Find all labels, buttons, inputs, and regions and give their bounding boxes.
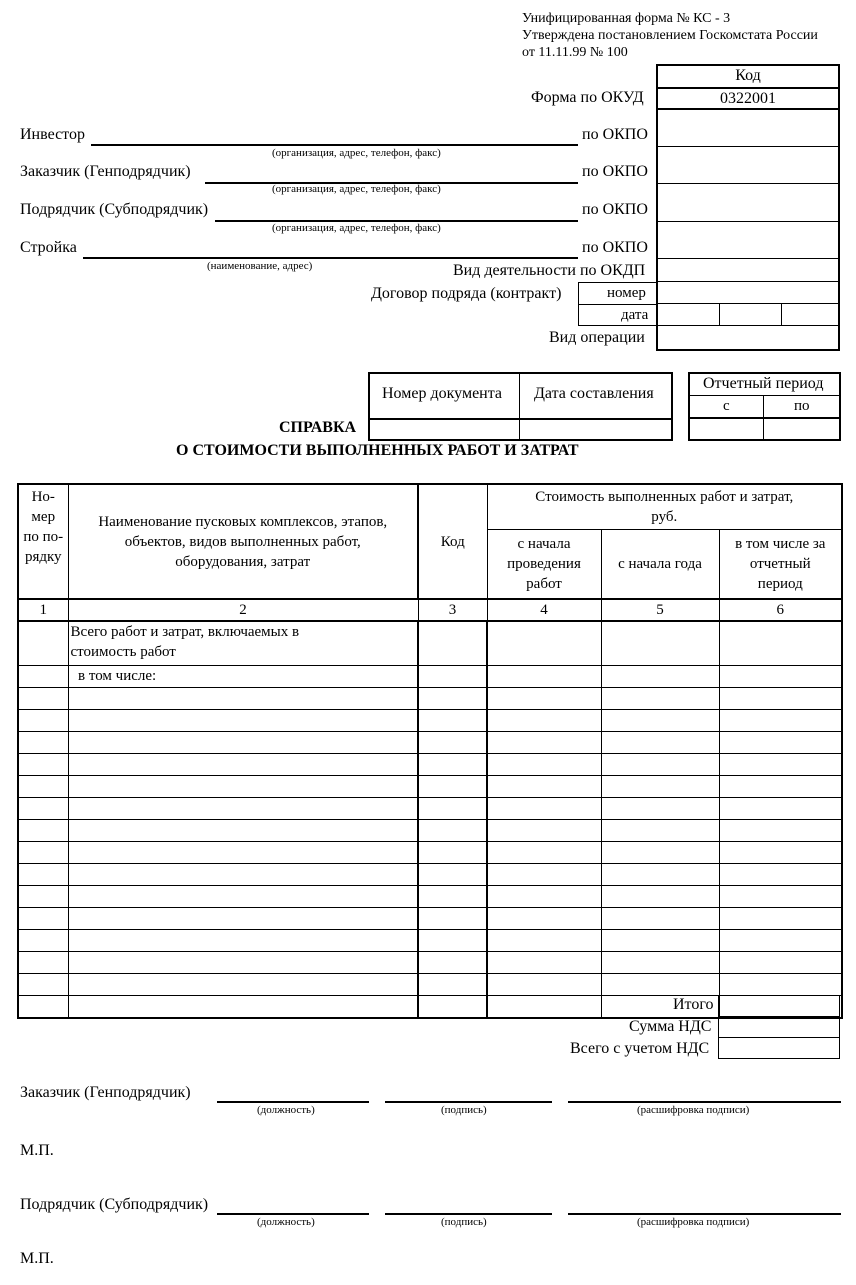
table-cell[interactable]	[601, 863, 719, 885]
table-cell[interactable]	[68, 841, 418, 863]
table-cell[interactable]	[487, 665, 601, 687]
period-to-label: по	[794, 398, 810, 414]
okpo-label-contractor: по ОКПО	[582, 201, 648, 218]
table-cell[interactable]	[601, 797, 719, 819]
vat-field[interactable]	[718, 1016, 840, 1038]
table-cell[interactable]	[18, 819, 68, 841]
table-cell[interactable]	[18, 775, 68, 797]
document-subtitle: О СТОИМОСТИ ВЫПОЛНЕННЫХ РАБОТ И ЗАТРАТ	[176, 442, 579, 459]
table-cell[interactable]	[719, 753, 842, 775]
table-cell[interactable]	[601, 885, 719, 907]
okud-label: Форма по ОКУД	[531, 89, 644, 106]
table-cell[interactable]	[487, 775, 601, 797]
table-cell[interactable]	[719, 775, 842, 797]
table-cell[interactable]	[601, 665, 719, 687]
table-cell[interactable]	[18, 753, 68, 775]
investor-hint: (организация, адрес, телефон, факс)	[272, 147, 441, 159]
table-cell[interactable]	[18, 665, 68, 687]
table-cell[interactable]	[18, 885, 68, 907]
period-from-label: с	[723, 398, 730, 414]
table-cell[interactable]	[418, 863, 487, 885]
table-cell[interactable]	[418, 951, 487, 973]
form-id-line: Унифицированная форма № КС - 3	[522, 11, 731, 26]
table-cell[interactable]	[487, 621, 601, 665]
customer-position-hint: (должность)	[257, 1104, 315, 1116]
col-num-1: 1	[18, 599, 68, 621]
table-row	[18, 819, 842, 841]
table-row	[18, 731, 842, 753]
table-cell[interactable]	[18, 863, 68, 885]
total-with-vat-field[interactable]	[718, 1037, 840, 1059]
table-cell[interactable]	[487, 907, 601, 929]
table-cell[interactable]	[601, 687, 719, 709]
doc-number-label: Номер документа	[382, 385, 503, 402]
table-row	[18, 775, 842, 797]
table-cell[interactable]	[601, 841, 719, 863]
table-cell[interactable]	[719, 797, 842, 819]
table-cell[interactable]	[719, 621, 842, 665]
table-cell[interactable]	[601, 973, 719, 995]
table-cell[interactable]	[487, 973, 601, 995]
table-cell[interactable]	[719, 819, 842, 841]
table-cell[interactable]	[418, 973, 487, 995]
table-cell[interactable]	[18, 973, 68, 995]
table-cell[interactable]	[68, 885, 418, 907]
table-cell[interactable]	[601, 621, 719, 665]
table-cell[interactable]	[719, 841, 842, 863]
col-period-header: в том числе за отчетный период	[719, 529, 842, 599]
table-row	[18, 929, 842, 951]
contract-label: Договор подряда (контракт)	[371, 285, 562, 302]
col-num-3: 3	[418, 599, 487, 621]
table-cell[interactable]	[487, 687, 601, 709]
table-cell[interactable]	[719, 731, 842, 753]
table-cell[interactable]	[487, 929, 601, 951]
okdp-label: Вид деятельности по ОКДП	[453, 262, 646, 279]
table-cell[interactable]	[719, 951, 842, 973]
table-cell[interactable]	[719, 709, 842, 731]
table-cell[interactable]	[601, 951, 719, 973]
investor-field[interactable]	[91, 144, 578, 146]
col-num-5: 5	[601, 599, 719, 621]
customer-label: Заказчик (Генподрядчик)	[20, 163, 191, 180]
table-cell[interactable]	[418, 995, 487, 1018]
contractor-signature-label: Подрядчик (Субподрядчик)	[20, 1196, 209, 1213]
table-cell[interactable]	[418, 709, 487, 731]
customer-decoding-hint: (расшифровка подписи)	[637, 1104, 750, 1116]
table-cell[interactable]	[68, 819, 418, 841]
contractor-hint: (организация, адрес, телефон, факс)	[272, 222, 441, 234]
table-cell[interactable]	[418, 665, 487, 687]
document-title: СПРАВКА	[279, 419, 357, 436]
table-cell[interactable]	[68, 687, 418, 709]
table-cell[interactable]	[418, 775, 487, 797]
table-cell[interactable]	[418, 907, 487, 929]
table-cell[interactable]	[601, 929, 719, 951]
table-cell[interactable]	[487, 995, 601, 1018]
table-cell[interactable]	[68, 863, 418, 885]
total-label: Итого	[673, 996, 714, 1013]
contractor-decoding-hint: (расшифровка подписи)	[637, 1216, 750, 1228]
table-cell[interactable]	[601, 731, 719, 753]
table-cell[interactable]	[719, 929, 842, 951]
col-num-2: 2	[68, 599, 418, 621]
col-from-start-header: с начала проведения работ	[487, 529, 601, 599]
table-cell[interactable]	[719, 973, 842, 995]
col-code-header: Код	[418, 484, 487, 599]
table-cell[interactable]	[418, 929, 487, 951]
customer-signature-label: Заказчик (Генподрядчик)	[20, 1084, 191, 1101]
table-cell[interactable]	[18, 709, 68, 731]
investor-label: Инвестор	[20, 126, 85, 143]
table-row	[18, 709, 842, 731]
table-row	[18, 863, 842, 885]
code-box	[656, 64, 840, 351]
contract-date-label: дата	[621, 307, 649, 323]
table-cell[interactable]	[18, 995, 68, 1018]
table-cell[interactable]	[18, 687, 68, 709]
table-cell[interactable]	[487, 885, 601, 907]
doc-number-field[interactable]	[370, 418, 517, 439]
customer-signature-hint: (подпись)	[441, 1104, 487, 1116]
table-cell[interactable]	[68, 995, 418, 1018]
table-row	[18, 951, 842, 973]
table-row	[18, 973, 842, 995]
table-cell[interactable]	[601, 709, 719, 731]
total-with-vat-label: Всего с учетом НДС	[570, 1040, 710, 1057]
col-num-6: 6	[719, 599, 842, 621]
table-cell[interactable]	[68, 973, 418, 995]
table-cell[interactable]	[601, 907, 719, 929]
row-including-label: в том числе:	[68, 665, 418, 687]
table-cell[interactable]	[418, 797, 487, 819]
operation-label: Вид операции	[549, 329, 645, 346]
table-cell[interactable]	[601, 775, 719, 797]
kod-header: Код	[735, 67, 761, 84]
table-cell[interactable]	[68, 709, 418, 731]
table-cell[interactable]	[487, 709, 601, 731]
table-cell[interactable]	[68, 929, 418, 951]
table-cell[interactable]	[487, 863, 601, 885]
approval-date-line: от 11.11.99 № 100	[522, 45, 628, 60]
table-cell[interactable]	[18, 929, 68, 951]
okpo-label-customer: по ОКПО	[582, 163, 648, 180]
table-cell[interactable]	[68, 731, 418, 753]
contractor-decoding-field[interactable]	[568, 1213, 841, 1215]
table-cell[interactable]	[68, 907, 418, 929]
table-row	[18, 907, 842, 929]
total-field[interactable]	[718, 995, 840, 1017]
doc-date-label: Дата составления	[534, 385, 654, 402]
approval-line: Утверждена постановлением Госкомстата России	[522, 28, 818, 43]
col-num-4: 4	[487, 599, 601, 621]
construction-field[interactable]	[83, 257, 578, 259]
table-cell[interactable]	[487, 753, 601, 775]
table-cell[interactable]	[487, 797, 601, 819]
table-row	[18, 687, 842, 709]
table-row	[18, 797, 842, 819]
table-cell[interactable]	[418, 687, 487, 709]
customer-decoding-field[interactable]	[568, 1101, 841, 1103]
table-cell[interactable]	[719, 665, 842, 687]
customer-position-field[interactable]	[217, 1101, 369, 1103]
period-to-field[interactable]	[763, 417, 839, 439]
contractor-position-field[interactable]	[217, 1213, 369, 1215]
table-cell[interactable]	[18, 841, 68, 863]
table-cell[interactable]	[418, 885, 487, 907]
col-number-header: Но- мер по по- рядку	[18, 484, 68, 599]
table-cell[interactable]	[719, 885, 842, 907]
table-cell[interactable]	[418, 621, 487, 665]
period-label: Отчетный период	[703, 375, 824, 392]
table-cell[interactable]	[487, 841, 601, 863]
table-row	[18, 841, 842, 863]
table-cell[interactable]	[719, 907, 842, 929]
contractor-signature-hint: (подпись)	[441, 1216, 487, 1228]
table-cell[interactable]	[418, 731, 487, 753]
table-cell[interactable]	[487, 819, 601, 841]
table-row	[18, 753, 842, 775]
table-cell[interactable]	[487, 731, 601, 753]
table-cell[interactable]	[601, 819, 719, 841]
table-cell[interactable]	[18, 907, 68, 929]
works-table	[17, 483, 843, 1019]
contractor-signature-field[interactable]	[385, 1213, 552, 1215]
vat-label: Сумма НДС	[629, 1018, 712, 1035]
customer-stamp: М.П.	[20, 1142, 54, 1159]
row-total-label: Всего работ и затрат, включаемых в стоимость работ	[68, 621, 418, 665]
construction-label: Стройка	[20, 239, 77, 256]
cost-group-header: Стоимость выполненных работ и затрат, руб.	[487, 484, 842, 529]
table-cell[interactable]	[719, 863, 842, 885]
contractor-position-hint: (должность)	[257, 1216, 315, 1228]
contractor-label: Подрядчик (Субподрядчик)	[20, 201, 209, 218]
customer-hint: (организация, адрес, телефон, факс)	[272, 183, 441, 195]
table-cell[interactable]	[68, 951, 418, 973]
table-cell[interactable]	[18, 951, 68, 973]
period-from-field[interactable]	[690, 417, 762, 439]
table-cell[interactable]	[418, 753, 487, 775]
okud-value[interactable]: 0322001	[720, 90, 776, 107]
table-cell[interactable]	[68, 797, 418, 819]
table-cell[interactable]	[601, 753, 719, 775]
col-name-header: Наименование пусковых комплексов, этапов, объектов, видов выполненных работ, оборудования, затрат	[68, 484, 418, 599]
table-row	[18, 885, 842, 907]
contract-number-label: номер	[607, 285, 646, 301]
table-cell[interactable]	[68, 775, 418, 797]
table-cell[interactable]	[68, 753, 418, 775]
doc-date-field[interactable]	[519, 418, 671, 439]
okpo-label-investor: по ОКПО	[582, 126, 648, 143]
table-cell[interactable]	[418, 819, 487, 841]
construction-hint: (наименование, адрес)	[207, 260, 313, 272]
table-cell[interactable]	[18, 621, 68, 665]
table-cell[interactable]	[418, 841, 487, 863]
contractor-stamp: М.П.	[20, 1250, 54, 1267]
table-cell[interactable]	[18, 797, 68, 819]
col-year-header: с начала года	[601, 529, 719, 599]
okpo-label-construction: по ОКПО	[582, 239, 648, 256]
customer-signature-field[interactable]	[385, 1101, 552, 1103]
table-cell[interactable]	[18, 731, 68, 753]
table-cell[interactable]	[487, 951, 601, 973]
table-cell[interactable]	[719, 687, 842, 709]
